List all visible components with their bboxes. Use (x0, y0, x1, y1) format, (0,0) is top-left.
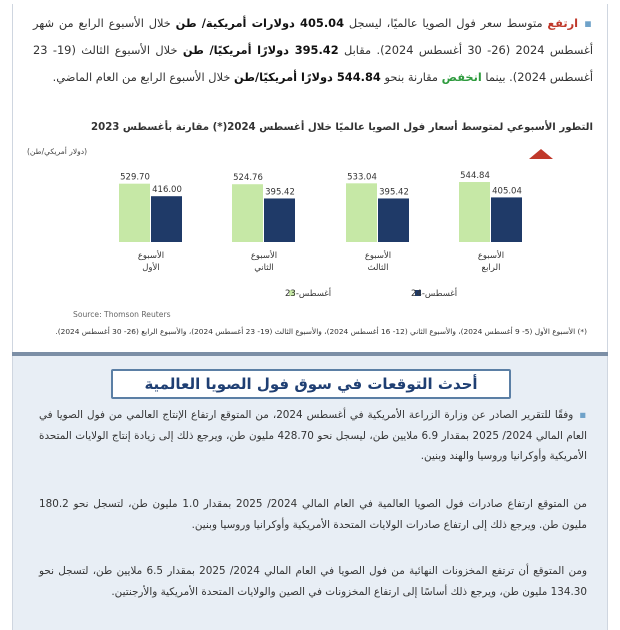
y-unit-label: (دولار أمريكي/طن) (26, 147, 87, 156)
bar (378, 198, 409, 242)
data-label: 405.04 (492, 186, 522, 197)
bullet-icon: ▪ (584, 16, 593, 30)
outlook-heading: أحدث التوقعات في سوق فول الصويا العالمية (144, 375, 478, 393)
category-label: الثاني (254, 263, 274, 273)
bar (119, 184, 150, 242)
intro-text-3: خلال الأسبوع الثالث (19- 23 أغسطس 2024). بينما (33, 43, 593, 84)
fall-word: انخفض (441, 70, 482, 84)
category-label: الثالث (367, 263, 389, 273)
bar (232, 184, 263, 242)
bar (491, 197, 522, 242)
bar (459, 182, 490, 242)
category-label: الأسبوع (477, 251, 505, 261)
data-label: 395.42 (379, 187, 409, 198)
outlook-item-text: وفقًا للتقرير الصادر عن وزارة الزراعة الأمريكية في أغسطس 2024، من المتوقع ارتفاع الإنتاج العالمي من فول الصويا في العام المالي 2024/ 2025 بمقدار 6.9 ملايين طن، ليسجل نحو 428.70 مليون طن، ويرجع ذلك إلى زيادة إنتاج الولايات المتحدة الأمريكية وأوكرانيا وروسيا والهند وبنين. (39, 409, 588, 462)
outlook-item-text: من المتوقع ارتفاع صادرات فول الصويا العالمية في العام المالي 2024/ 2025 بمقدار 1.0 مليون طن، لتسجل نحو 180.2 مليون طن. ويرجع ذلك إلى ارتفاع صادرات الولايات المتحدة الأمريكية وأوكرانيا وروسيا وبنين. (39, 498, 587, 531)
outlook-item-text: ومن المتوقع أن ترتفع المخزونات النهائية من فول الصويا في العام المالي 2024/ 2025 بمقدار 6.5 ملايين طن، لتسجل نحو 134.30 مليون طن، ويرجع ذلك أساسًا إلى ارتفاع المخزونات في الصين والولايات المتحدة الأمريكية والأرجنتين. (39, 565, 587, 598)
bar (151, 196, 182, 242)
intro-text-1: متوسط سعر فول الصويا عالميًا، ليسجل (344, 16, 548, 30)
bullet-icon: ▪ (579, 409, 587, 421)
previous-week-price: 395.42 دولارًا أمريكيًا/ طن (182, 43, 339, 57)
intro-text-2: خلال الأسبوع الرابع من شهر أغسطس 2024 (26- 30 أغسطس 2024). مقابل (33, 16, 594, 57)
outlook-item (39, 561, 587, 602)
data-label: 416.00 (152, 185, 182, 196)
data-label: 524.76 (233, 173, 263, 184)
category-label: الأسبوع (250, 251, 278, 261)
legend-label: أغسطس-24 (411, 289, 458, 299)
bar (346, 183, 377, 242)
outlook-item (39, 405, 587, 467)
footnote: (*) الأسبوع الأول (5- 9 أغسطس 2024)، والأسبوع الثاني (12- 16 أغسطس 2024)، والأسبوع الثالث (19- 23 أغسطس 2024)، والأسبوع الرابع (26- 30 أغسطس 2024). (55, 327, 587, 336)
bar-chart (13, 154, 609, 314)
rise-word: ارتفع (547, 16, 579, 30)
outlook-heading-box (111, 369, 511, 399)
price-report-panel (12, 4, 608, 352)
current-price: 405.04 دولارات أمريكية/ طن (175, 16, 345, 30)
bar (264, 198, 295, 242)
category-label: الرابع (481, 263, 501, 273)
category-label: الأسبوع (137, 251, 165, 261)
data-label: 533.04 (347, 172, 377, 183)
category-label: الأسبوع (364, 251, 392, 261)
data-label: 529.70 (120, 172, 150, 183)
legend-label: أغسطس-23 (285, 289, 332, 299)
intro-paragraph (33, 10, 593, 91)
intro-text-5: خلال الأسبوع الرابع من العام الماضي. (52, 70, 235, 84)
category-label: الأول (142, 263, 160, 273)
chart-title: التطور الأسبوعي لمتوسط أسعار فول الصويا عالميًا خلال أغسطس 2024(*) مقارنة بأغسطس 2023 (91, 122, 593, 133)
last-year-price: 544.84 دولارًا أمريكيًا/طن (234, 70, 381, 84)
data-label: 395.42 (265, 187, 295, 198)
data-label: 544.84 (460, 171, 490, 182)
intro-text-4: مقارنة بنحو (380, 70, 442, 84)
outlook-item (39, 494, 587, 535)
outlook-panel (12, 356, 608, 630)
source-note: Source: Thomson Reuters (73, 310, 171, 319)
